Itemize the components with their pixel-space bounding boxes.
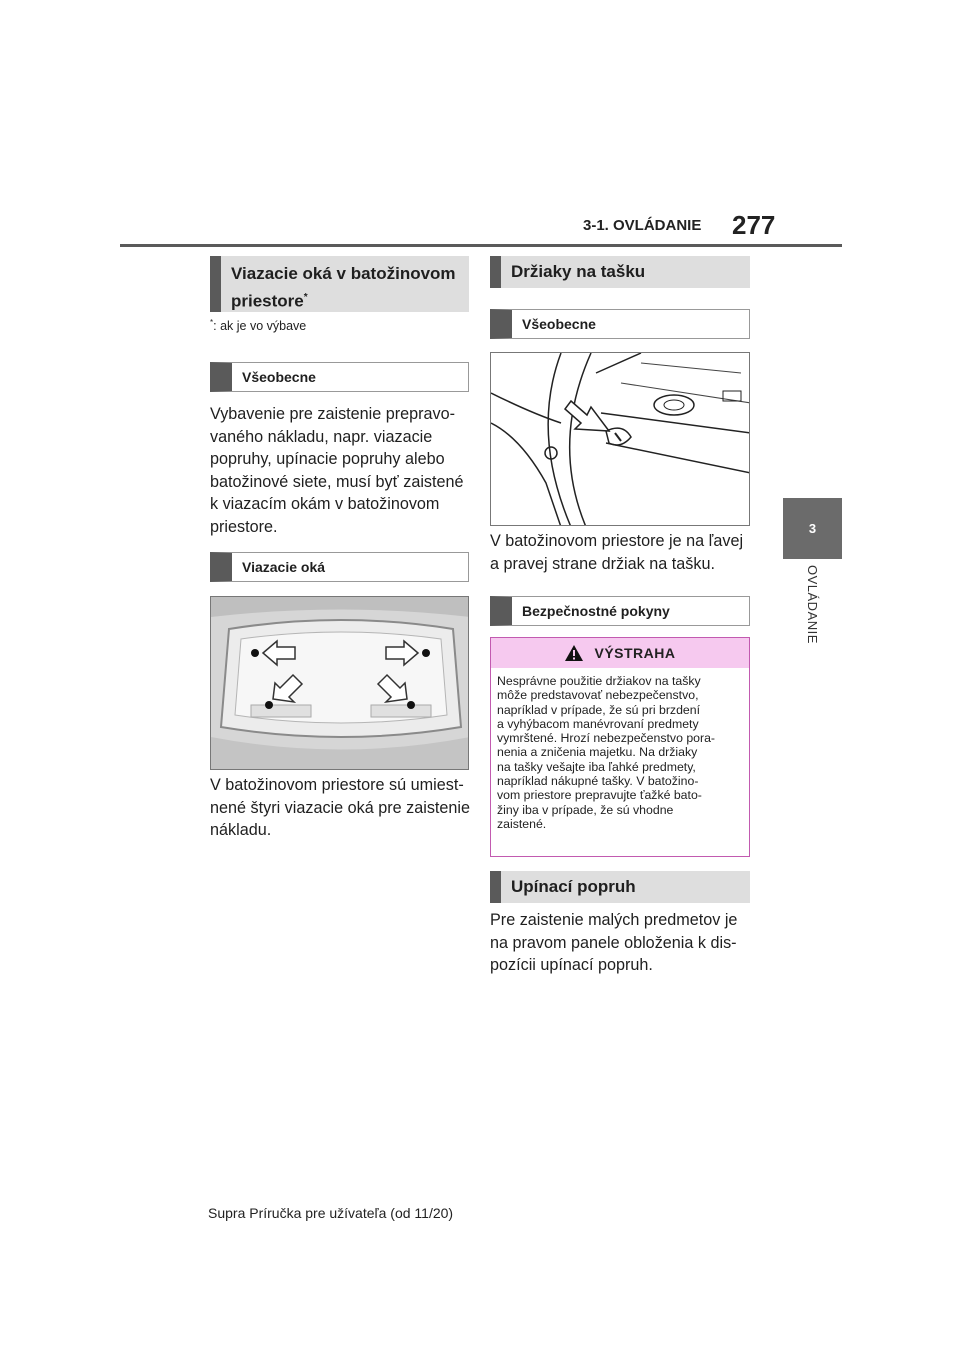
heading-asterisk: *	[303, 292, 308, 303]
header-divider	[120, 244, 842, 247]
text-line: na tašky vešajte iba ľahké predmety,	[497, 759, 696, 774]
text-line: vaného nákladu, napr. viazacie	[210, 427, 433, 446]
subheading-safety: Bezpečnostné pokyny	[490, 596, 750, 626]
text-line: Vybavenie pre zaistenie prepravo-	[210, 405, 456, 423]
subheading-lashing-eyes: Viazacie oká	[210, 552, 469, 582]
text-line: batožinové siete, musí byť zaistené	[210, 472, 464, 491]
text-line: môže predstavovať nebezpečenstvo,	[497, 688, 699, 703]
lashing-eye-marker	[407, 701, 415, 709]
chapter-number: 3	[808, 521, 817, 536]
heading-bag-hooks: Držiaky na tašku	[490, 256, 750, 288]
text-line: nenia a zničenia majetku. Na držiaky	[497, 745, 698, 760]
subheading-general-left: Všeobecne	[210, 362, 469, 392]
paragraph-lashing-eyes	[210, 774, 472, 842]
text-line: na pravom panele obloženia k dis-	[490, 933, 737, 952]
heading-tension-strap: Upínací popruh	[490, 871, 750, 903]
text-line: Nesprávne použitie držiakov na tašky	[497, 674, 701, 688]
paragraph-lashing-general	[210, 403, 472, 538]
figure-trunk-lashing-eyes	[210, 596, 469, 770]
warning-icon	[564, 644, 584, 662]
bag-hook-illustration	[491, 353, 750, 526]
footnote-mark: *	[210, 318, 214, 327]
section-title: 3-1. OVLÁDANIE	[583, 217, 702, 234]
heading-lashing-eyes	[210, 256, 469, 312]
text-line: vom priestore prepravujte ťažké bato-	[497, 788, 702, 803]
text-line: žiny iba v prípade, že sú vhodne	[497, 802, 674, 817]
text-line: k viazacím okám v batožinovom	[210, 495, 440, 513]
warning-header	[491, 638, 749, 668]
footer-manual-title: Supra Príručka pre užívateľa (od 11/20)	[208, 1205, 454, 1221]
text-line: priestore.	[210, 517, 278, 536]
page-number: 277	[732, 210, 776, 240]
text-line: pozícii upínací popruh.	[490, 956, 653, 974]
text-line: nené štyri viazacie oká pre zaistenie	[210, 798, 471, 817]
text-line: V batožinovom priestore je na ľavej	[490, 532, 744, 550]
trunk-illustration	[211, 597, 469, 770]
chapter-tab-label	[783, 565, 842, 675]
text-line: napríklad v prípade, že sú pri brzdení	[497, 702, 701, 717]
lashing-eye-marker	[422, 649, 430, 657]
chapter-label: OVLÁDANIE	[805, 565, 820, 644]
lashing-eye-marker	[251, 649, 259, 657]
text-line: Pre zaistenie malých predmetov je	[490, 911, 738, 929]
lashing-eye-marker	[265, 701, 273, 709]
subheading-general-right: Všeobecne	[490, 309, 750, 339]
text-line: a vyhýbacom manévrovaní predmety	[497, 716, 699, 731]
text-line: nákladu.	[210, 821, 272, 839]
warning-title: VÝSTRAHA	[594, 645, 676, 661]
text-line: popruhy, upínacie popruhy alebo	[210, 450, 445, 468]
paragraph-tension-strap	[490, 909, 754, 977]
text-line: napríklad nákupné tašky. V batožino-	[497, 774, 699, 789]
footnote-text: : ak je vo výbave	[213, 319, 307, 334]
heading-lashing-eyes-text: Viazacie oká v batožinovom priestore	[231, 264, 456, 311]
text-line: a pravej strane držiak na tašku.	[490, 554, 715, 573]
chapter-tab-number	[783, 498, 842, 559]
footnote	[210, 318, 306, 333]
warning-box	[490, 637, 750, 857]
text-line: vymrštené. Hrozí nebezpečenstvo pora-	[497, 731, 716, 746]
text-line: zaistené.	[497, 816, 547, 831]
paragraph-bag-hooks	[490, 530, 754, 575]
figure-bag-hook	[490, 352, 750, 526]
warning-text	[491, 668, 749, 831]
text-line: V batožinovom priestore sú umiest-	[210, 776, 464, 794]
